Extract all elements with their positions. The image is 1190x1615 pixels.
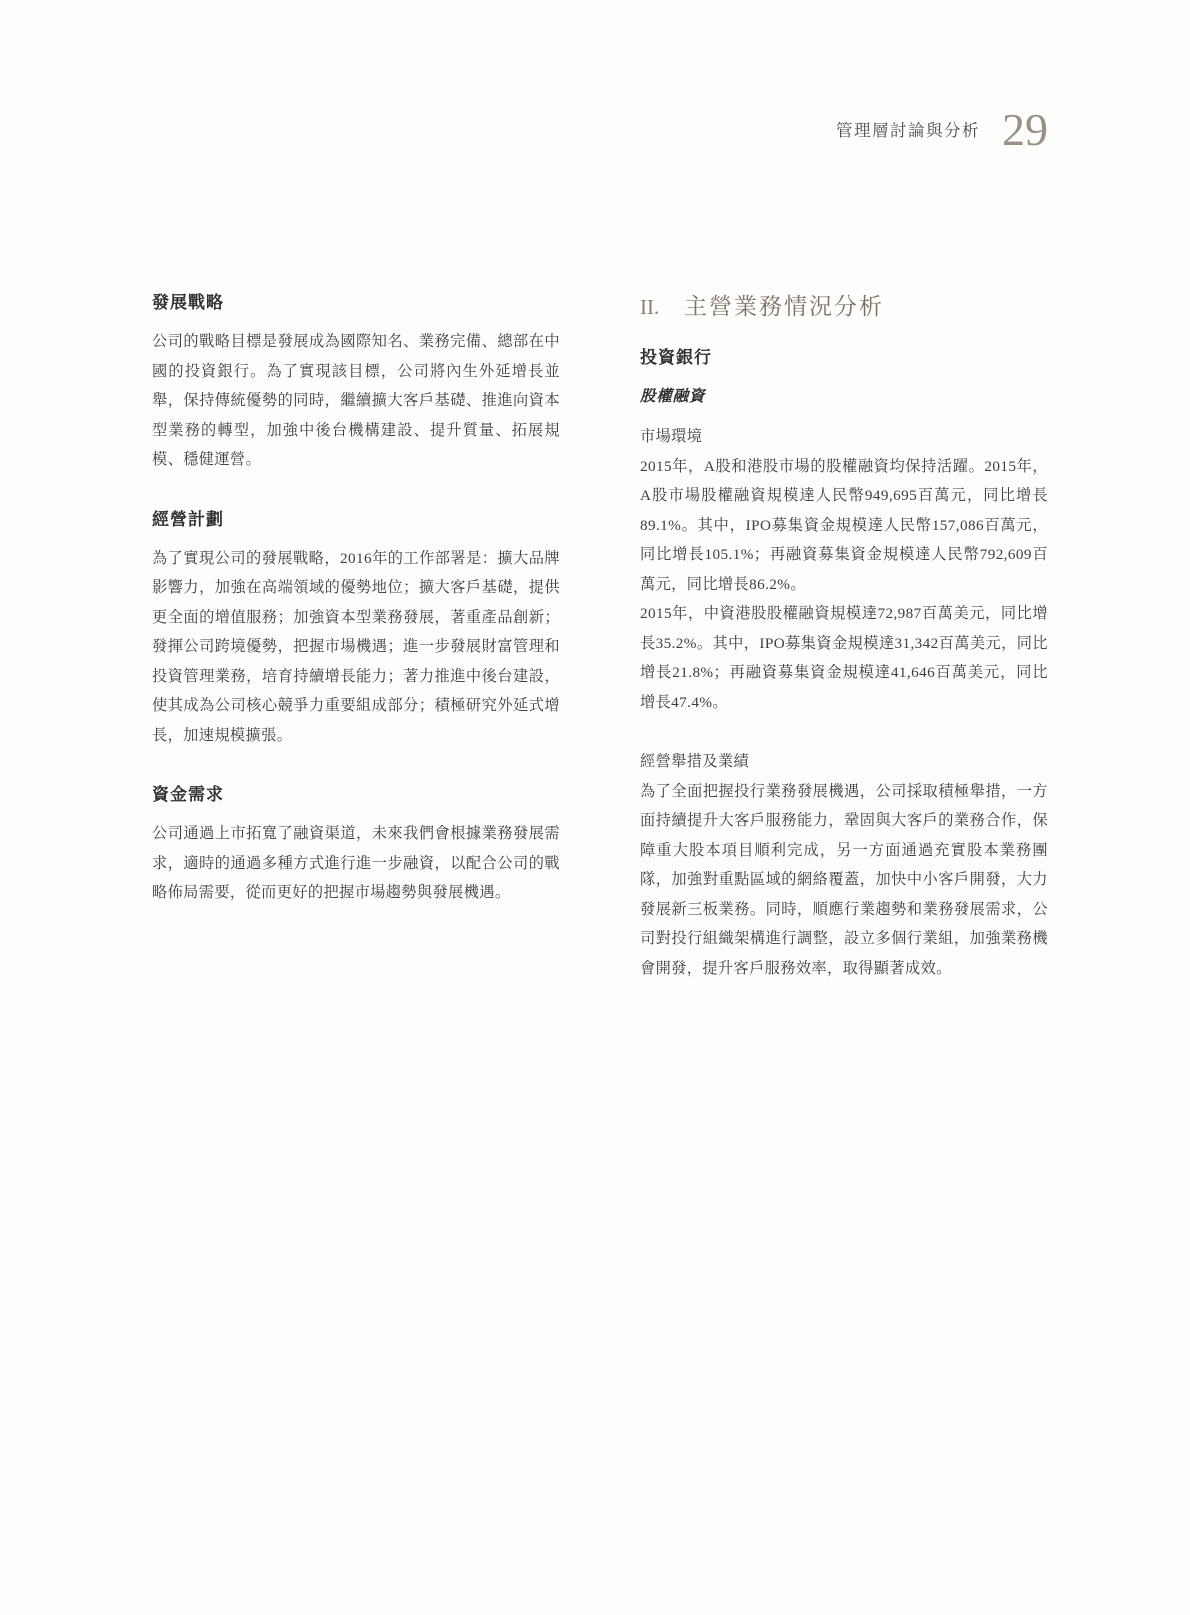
left-column	[152, 288, 560, 983]
section-paragraph: 公司通過上市拓寬了融資渠道，未來我們會根據業務發展需求，適時的通過多種方式進行進一步融資，以配合公司的戰略佈局需要，從而更好的把握市場趨勢與發展機遇。	[152, 825, 560, 901]
numbered-section-heading	[640, 288, 1048, 321]
section-heading: 經營計劃	[152, 509, 224, 529]
market-environment-paragraph-2: 2015年，中資港股股權融資規模達72,987百萬美元，同比增長35.2%。其中，IPO募集資金規模達31,342百萬美元，同比增長21.8%；再融資募集資金規模達41,646百萬美元，同比增長47.4%。	[640, 605, 1048, 711]
section-heading: 資金需求	[152, 785, 224, 804]
section-title: 主營業務情況分析	[684, 294, 884, 319]
operations-label: 經營舉措及業績	[640, 753, 750, 770]
section-business-plan	[152, 505, 560, 751]
two-column-body	[152, 288, 1048, 983]
market-environment-label: 市場環境	[640, 428, 703, 445]
section-paragraph: 為了實現公司的發展戰略，2016年的工作部署是：擴大品牌影響力，加強在高端領域的優勢地位；擴大客戶基礎，提供更全面的增值服務；加強資本型業務發展，著重產品創新；發揮公司跨境優勢，把握市場機遇；進一步發展財富管理和投資管理業務，培育持續增長能力；著力推進中後台建設，使其成為公司核心競爭力重要組成部分；積極研究外延式增長，加速規模擴張。	[152, 549, 560, 744]
page-number: 29	[1002, 104, 1048, 155]
section-number: II.	[640, 295, 660, 319]
market-environment-paragraph-1: 2015年，A股和港股市場的股權融資均保持活躍。2015年，A股市場股權融資規模達人民幣949,695百萬元，同比增長89.1%。其中，IPO募集資金規模達人民幣157,086百萬元，同比增長105.1%；再融資募集資金規模達人民幣792,609百萬元，同比增長86.2%。	[640, 457, 1048, 593]
page-header	[836, 104, 1048, 155]
section-paragraph: 公司的戰略目標是發展成為國際知名、業務完備、總部在中國的投資銀行。為了實現該目標，公司將內生外延增長並舉，保持傳統優勢的同時，繼續擴大客戶基礎、推進向資本型業務的轉型，加強中後台機構建設、提升質量、拓展規模、穩健運營。	[152, 333, 560, 468]
operations-paragraph-1: 為了全面把握投行業務發展機遇，公司採取積極舉措，一方面持續提升大客戶服務能力，鞏固與大客戶的業務合作，保障重大股本項目順利完成，另一方面通過充實股本業務團隊，加強對重點區域的網絡覆蓋，加快中小客戶開發，大力發展新三板業務。同時，順應行業趨勢和業務發展需求，公司對投行組織架構進行調整，設立多個行業組，加強業務機會開發，提升客戶服務效率，取得顯著成效。	[640, 782, 1048, 977]
section-development-strategy	[152, 288, 560, 475]
right-column	[640, 288, 1048, 983]
running-header-title: 管理層討論與分析	[836, 120, 980, 140]
section-capital-requirements	[152, 780, 560, 908]
subsubsection-heading: 股權融資	[640, 388, 706, 405]
subsection-heading: 投資銀行	[640, 348, 712, 367]
section-heading: 發展戰略	[152, 293, 224, 312]
